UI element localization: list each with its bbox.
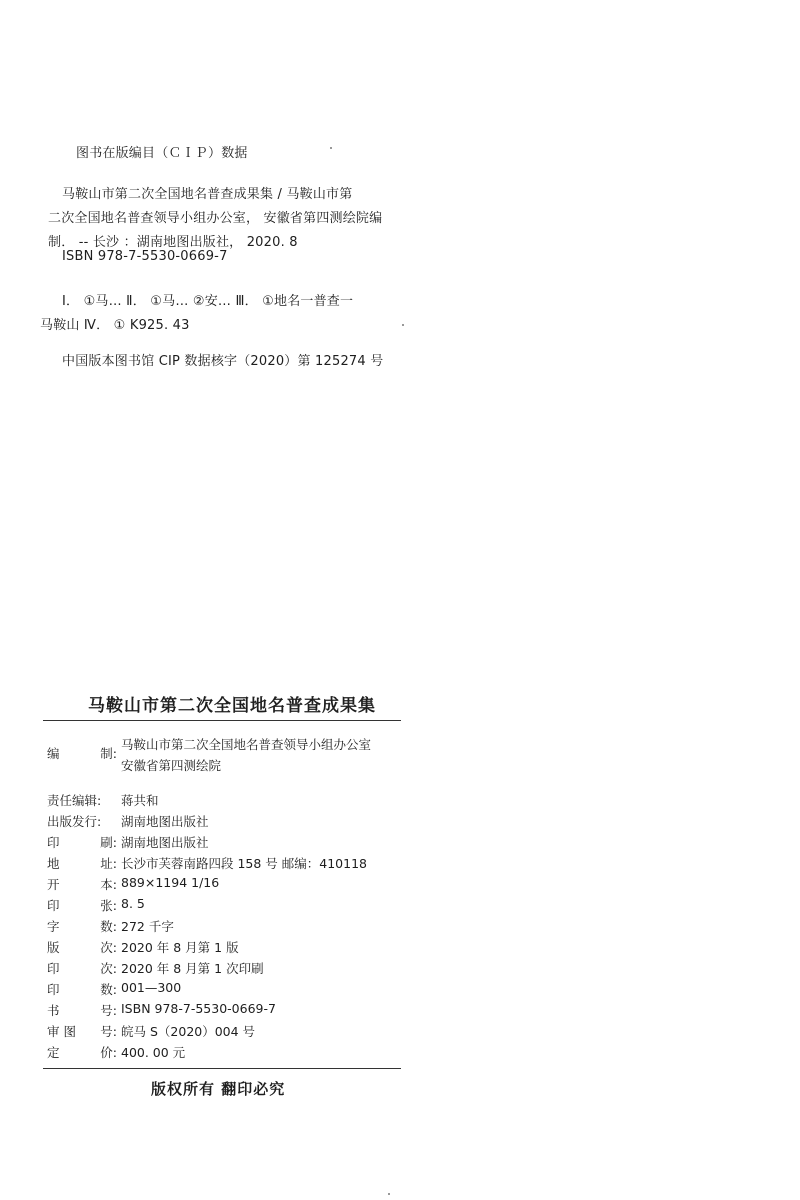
info-row-value: 2020 年 8 月第 1 版 [121,940,239,955]
info-row-label-last: 刷: [100,835,117,850]
info-row-label-last: 次: [100,940,117,955]
info-row-label-last: 张: [100,898,117,913]
book-title: 马鞍山市第二次全国地名普查成果集 [88,696,376,716]
info-row-label-first: 责任编辑: [47,793,102,808]
cip-record-line-1: 马鞍山市第二次全国地名普查成果集 / 马鞍山市第 [62,187,353,202]
compiler-value-line-2: 安徽省第四测绘院 [121,758,222,773]
info-row-label-last: 号: [100,1024,117,1039]
info-row-label-last: 本: [100,877,117,892]
scan-speck [388,1193,390,1195]
cip-record-line-2: 二次全国地名普查领导小组办公室， 安徽省第四测绘院编 [48,211,383,226]
info-row-label-first: 定 [47,1045,60,1060]
info-row-value: 湖南地图出版社 [121,835,209,850]
info-row-value: ISBN 978-7-5530-0669-7 [121,1001,276,1016]
info-row-value: 湖南地图出版社 [121,814,209,829]
info-row-label-first: 印 [47,982,60,997]
info-row-label-last: 址: [100,856,117,871]
info-row-value: 蒋共和 [121,793,159,808]
cip-isbn-line: ISBN 978-7-5530-0669-7 [62,249,228,264]
info-row-label-first: 审 图 [47,1024,76,1039]
info-row-label-first: 书 [47,1003,60,1018]
cip-library-line: 中国版本图书馆 CIP 数据核字（2020）第 125274 号 [62,354,384,369]
info-row-value: 8. 5 [121,896,145,911]
copyright-notice: 版权所有 翻印必究 [151,1080,286,1098]
scan-speck [402,324,404,326]
info-row-label-first: 印 [47,961,60,976]
info-row-value: 皖马 S（2020）004 号 [121,1024,256,1039]
info-row-label-first: 版 [47,940,60,955]
compiler-value-line-1: 马鞍山市第二次全国地名普查领导小组办公室 [121,737,372,752]
info-row-label-first: 地 [47,856,60,871]
info-row-value: 272 千字 [121,919,174,934]
cip-classification-line-1: Ⅰ． ①马… Ⅱ． ①马… ②安… Ⅲ． ①地名一普查一 [62,294,354,309]
footer-rule [43,1068,401,1069]
info-row-label-first: 开 [47,877,60,892]
info-row-label-first: 印 [47,898,60,913]
compiler-label-last: 制: [100,746,117,761]
info-row-value: 889×1194 1/16 [121,875,220,890]
compiler-label-first: 编 [47,746,60,761]
info-row-label-last: 号: [100,1003,117,1018]
cip-record-line-3: 制． -- 长沙 ：湖南地图出版社， 2020. 8 [48,235,298,250]
info-row-label-first: 印 [47,835,60,850]
cip-classification-line-2: 马鞍山 Ⅳ． ① K925. 43 [40,318,190,333]
info-row-label-last: 次: [100,961,117,976]
info-row-value: 2020 年 8 月第 1 次印刷 [121,961,264,976]
info-row-label-first: 字 [47,919,60,934]
info-row-label-first: 出版发行: [47,814,102,829]
info-row-label-last: 数: [100,982,117,997]
title-rule [43,720,401,721]
scan-speck [330,147,332,149]
info-row-value: 001—300 [121,980,182,995]
info-row-label-last: 数: [100,919,117,934]
info-row-value: 长沙市芙蓉南路四段 158 号 邮编：410118 [121,856,367,871]
info-row-label-last: 价: [100,1045,117,1060]
info-row-value: 400. 00 元 [121,1045,186,1060]
cip-heading: 图书在版编目（ＣＩＰ）数据 [76,146,248,161]
